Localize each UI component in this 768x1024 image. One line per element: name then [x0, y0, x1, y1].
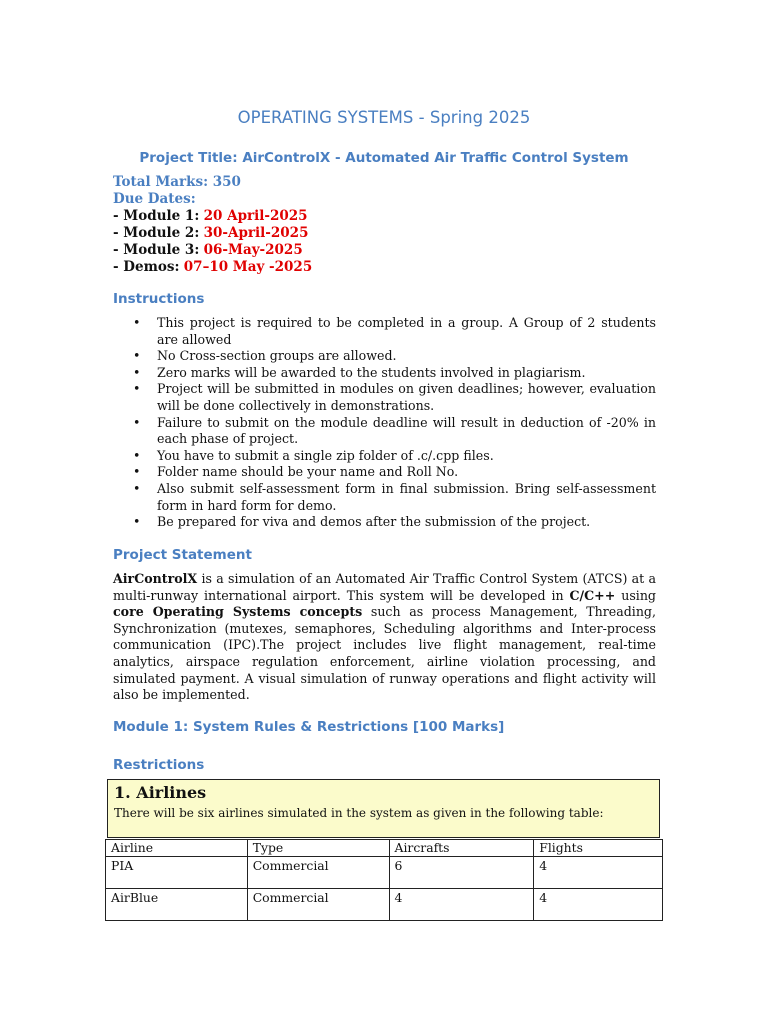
- table-cell: 4: [534, 889, 663, 921]
- due-date-demos: [113, 259, 312, 276]
- table-header-row: [106, 840, 663, 857]
- total-marks: Total Marks: 350: [113, 174, 241, 190]
- airlines-callout: [107, 779, 660, 838]
- restrictions-heading: Restrictions: [113, 757, 205, 773]
- document-title: OPERATING SYSTEMS - Spring 2025: [237, 108, 531, 127]
- table-row: [106, 889, 663, 921]
- project-statement-text: [113, 571, 656, 704]
- table-cell: Commercial: [247, 857, 389, 889]
- due-date-value: 06-May-2025: [203, 242, 303, 258]
- project-title: Project Title: AirControlX - Automated Air Traffic Control System: [139, 150, 629, 166]
- due-date-label: - Demos:: [113, 259, 180, 275]
- table-cell: Commercial: [247, 889, 389, 921]
- airlines-text: There will be six airlines simulated in the system as given in the following table:: [114, 806, 604, 820]
- due-date-module-1: [113, 208, 312, 225]
- due-date-value: 07–10 May -2025: [183, 259, 313, 275]
- airline-table: [105, 839, 663, 921]
- statement-text: is a simulation of an Automated Air Traffic Control System (ATCS) at a multi-runway international airport. This system will be developed in: [113, 571, 656, 603]
- list-item: • Zero marks will be awarded to the students involved in plagiarism.: [113, 365, 656, 382]
- due-date-label: - Module 2:: [113, 225, 200, 241]
- statement-bold: C/C++: [569, 587, 616, 603]
- due-date-label: - Module 1:: [113, 208, 200, 224]
- list-item: • You have to submit a single zip folder of .c/.cpp files.: [113, 448, 656, 465]
- project-statement-heading: Project Statement: [113, 547, 252, 563]
- statement-text: such as process Management, Threading, Synchronization (mutexes, semaphores, Scheduling algorithms and Inter-process communication (IPC).The project includes live flight management, real-time analytics, airspace regulation enforcement, airline violation processing, and simulated payment. A visual simulation of runway operations and flight activity will also be implemented.: [113, 604, 656, 703]
- instructions-heading: Instructions: [113, 291, 205, 307]
- list-item: • No Cross-section groups are allowed.: [113, 348, 656, 365]
- statement-bold: core Operating Systems concepts: [113, 604, 363, 620]
- list-item: • This project is required to be completed in a group. A Group of 2 students are allowed: [113, 315, 656, 348]
- table-cell: 4: [389, 889, 534, 921]
- instructions-list: [113, 315, 656, 531]
- due-date-label: - Module 3:: [113, 242, 200, 258]
- table-header-cell: Flights: [534, 840, 663, 857]
- table-header-cell: Type: [247, 840, 389, 857]
- table-header-cell: Aircrafts: [389, 840, 534, 857]
- list-item: • Folder name should be your name and Roll No.: [113, 464, 656, 481]
- due-date-module-3: [113, 242, 312, 259]
- table-cell: PIA: [106, 857, 248, 889]
- due-dates-label: Due Dates:: [113, 191, 196, 207]
- module-1-heading: Module 1: System Rules & Restrictions [100 Marks]: [113, 719, 505, 735]
- table-cell: AirBlue: [106, 889, 248, 921]
- statement-bold: AirControlX: [113, 571, 198, 586]
- list-item: • Be prepared for viva and demos after the submission of the project.: [113, 514, 656, 531]
- table-cell: 4: [534, 857, 663, 889]
- list-item: • Also submit self-assessment form in final submission. Bring self-assessment form in hard form for demo.: [113, 481, 656, 514]
- airlines-title: 1. Airlines: [114, 783, 207, 802]
- statement-text: using: [615, 587, 656, 603]
- list-item: • Project will be submitted in modules on given deadlines; however, evaluation will be done collectively in demonstrations.: [113, 381, 656, 414]
- due-date-value: 30-April-2025: [203, 225, 309, 241]
- list-item: • Failure to submit on the module deadline will result in deduction of -20% in each phase of project.: [113, 415, 656, 448]
- project-meta: [113, 174, 312, 276]
- table-header-cell: Airline: [106, 840, 248, 857]
- due-date-module-2: [113, 225, 312, 242]
- table-row: [106, 857, 663, 889]
- due-date-value: 20 April-2025: [203, 208, 308, 224]
- table-cell: 6: [389, 857, 534, 889]
